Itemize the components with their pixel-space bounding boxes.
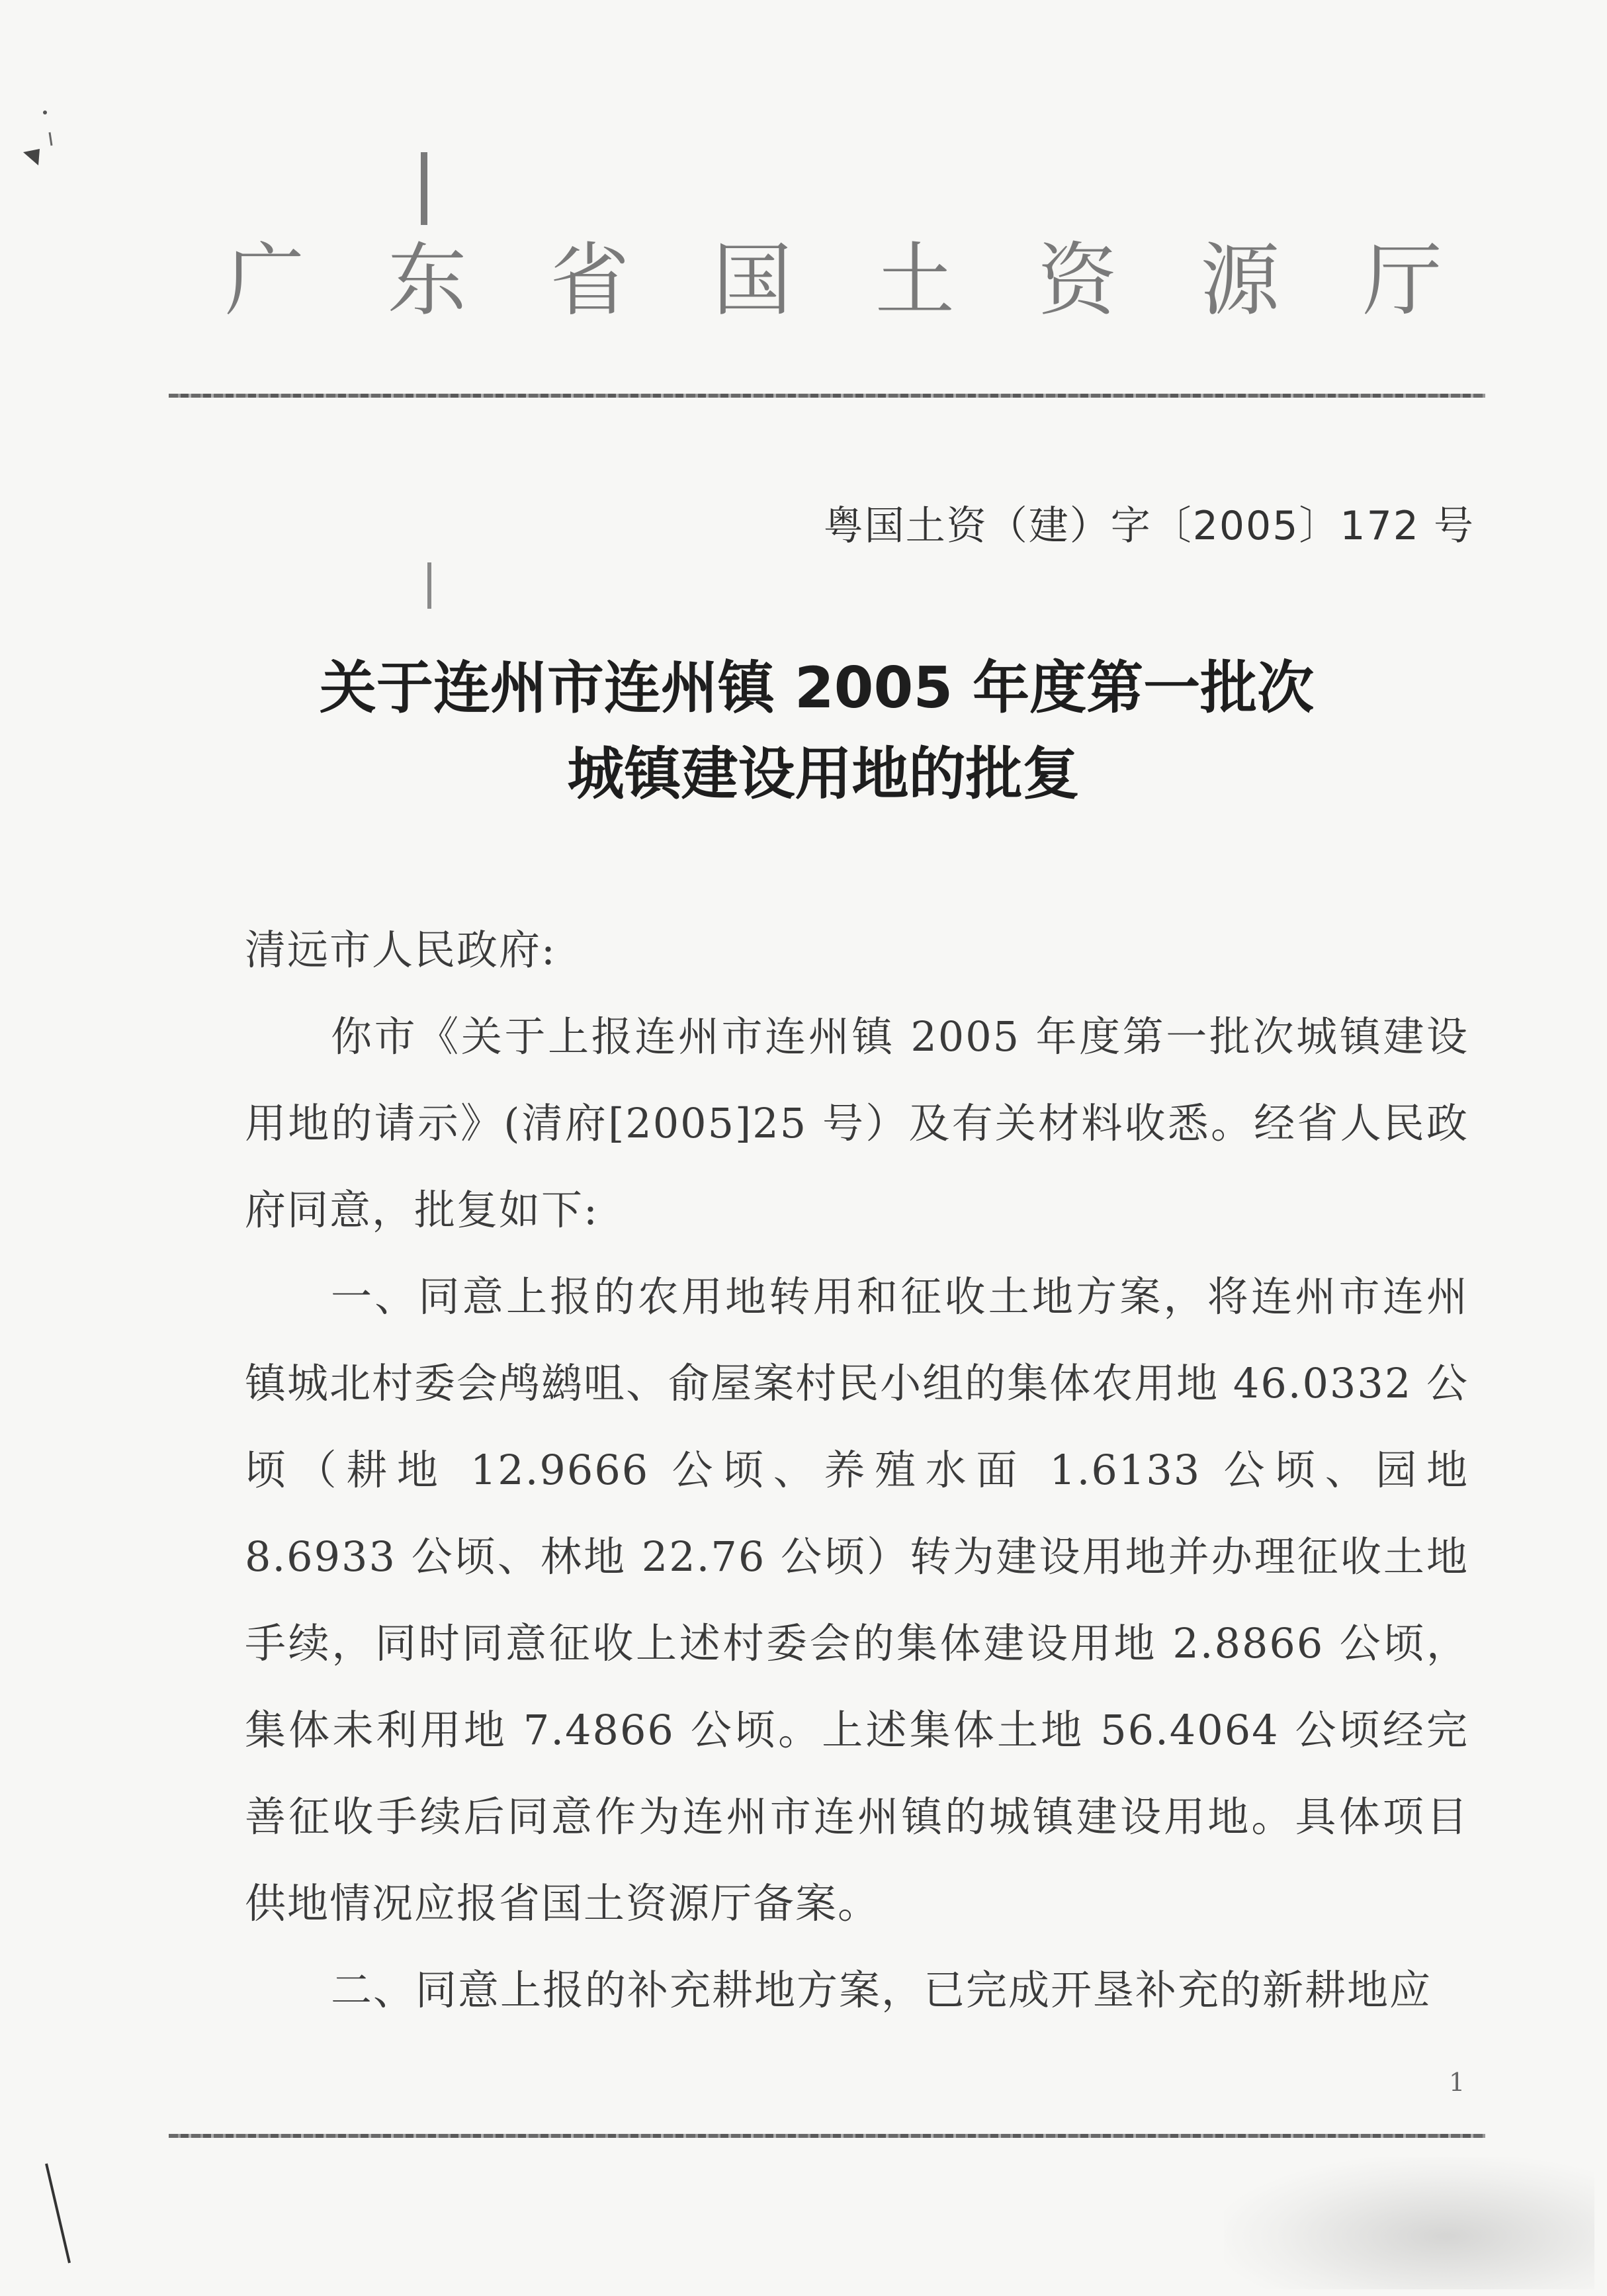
scan-stroke-mark bbox=[40, 2157, 79, 2270]
letterhead-char: 厅 bbox=[1362, 235, 1442, 327]
letterhead-char: 广 bbox=[225, 235, 304, 327]
letterhead-char: 资 bbox=[1037, 235, 1117, 327]
letterhead-char: 国 bbox=[713, 235, 793, 327]
scan-line-mark bbox=[421, 152, 427, 225]
document-number: 粤国土资（建）字〔2005〕172 号 bbox=[823, 503, 1475, 549]
title-line-1: 关于连州市连州镇 2005 年度第一批次 bbox=[319, 655, 1315, 721]
letterhead-title bbox=[225, 232, 1442, 331]
letterhead-char: 土 bbox=[875, 235, 955, 327]
scan-smudge bbox=[1224, 2157, 1594, 2289]
document-body bbox=[245, 906, 1469, 2033]
document-title bbox=[0, 645, 1607, 817]
body-paragraph: 一、同意上报的农用地转用和征收土地方案，将连州市连州镇城北村委会鸬鹚咀、俞屋案村民小组的集体农用地 46.0332 公顷（耕地 12.9666 公顷、养殖水面 1.6133 公顷、园地 8.6933 公顷、林地 22.76 公顷）转为建设用地并办理征收土地手续，同时同意征收上述村委会的集体建设用地 2.8866 公顷，集体未利用地 7.4866 公顷。上述集体土地 56.4064 公顷经完善征收手续后同意作为连州市连州镇的城镇建设用地。具体项目供地情况应报省国土资源厅备案。 bbox=[245, 1272, 1469, 1927]
scan-line-mark bbox=[427, 562, 431, 609]
footer-divider bbox=[169, 2134, 1485, 2138]
scan-blot-mark bbox=[13, 86, 60, 185]
body-paragraph: 二、同意上报的补充耕地方案，已完成开垦补充的新耕地应 bbox=[331, 1966, 1432, 2014]
page-number: 1 bbox=[1449, 2068, 1465, 2097]
title-line-2: 城镇建设用地的批复 bbox=[567, 741, 1080, 807]
letterhead-divider bbox=[169, 394, 1485, 398]
letterhead-char: 源 bbox=[1200, 235, 1280, 327]
letterhead-char: 东 bbox=[387, 235, 467, 327]
body-paragraph: 你市《关于上报连州市连州镇 2005 年度第一批次城镇建设用地的请示》(清府[2005]25 号）及有关材料收悉。经省人民政府同意，批复如下: bbox=[245, 1012, 1469, 1234]
letterhead-char: 省 bbox=[550, 235, 630, 327]
addressee: 清远市人民政府: bbox=[245, 926, 556, 974]
